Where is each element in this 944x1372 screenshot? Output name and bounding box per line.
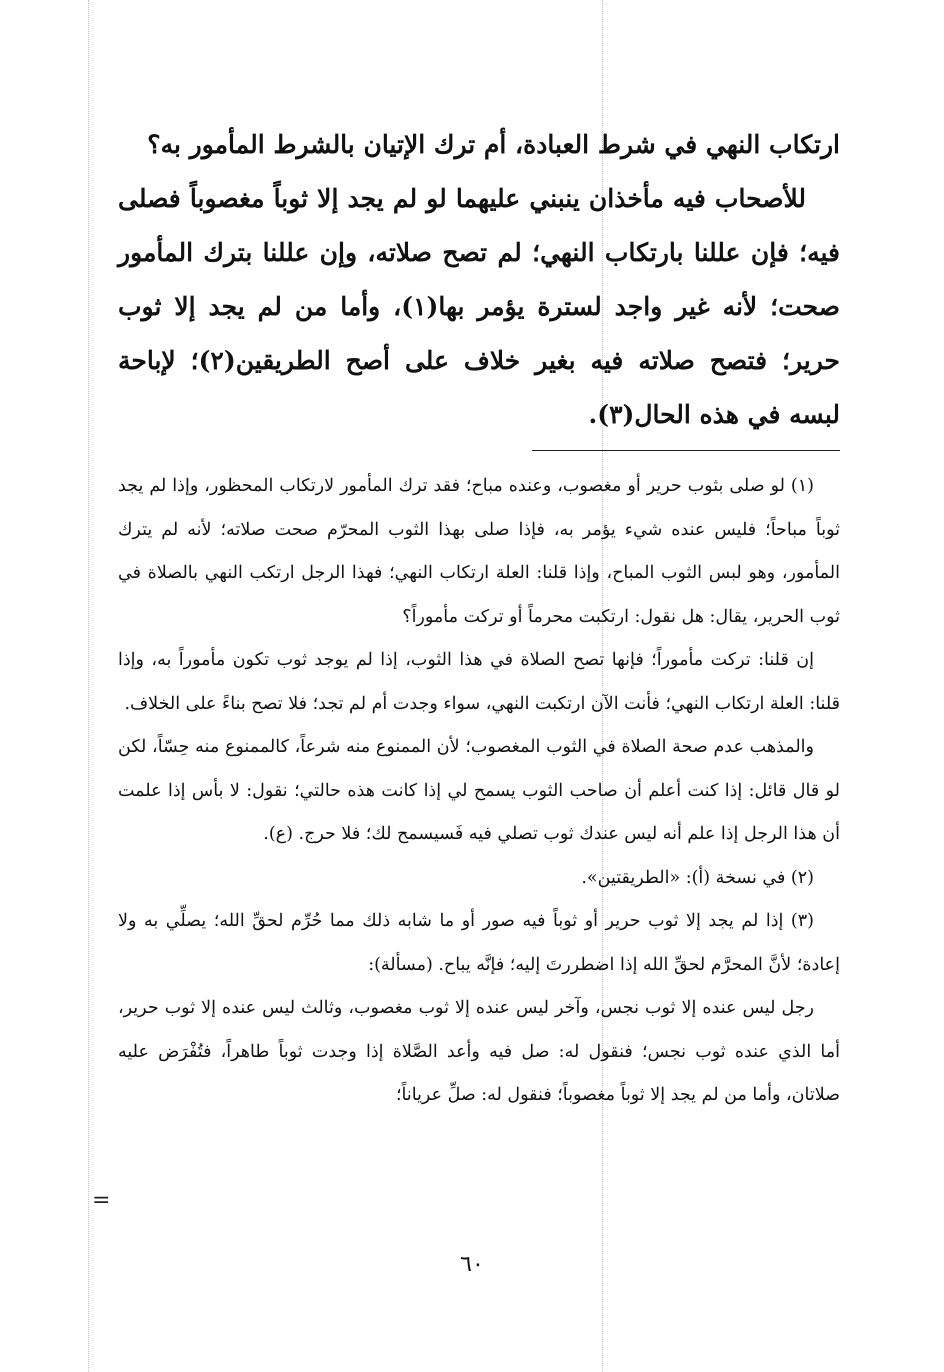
main-paragraph: للأصحاب فيه مأخذان ينبني عليهما لو لم يجد إلا ثوباً مغصوباً فصلى فيه؛ فإن عللنا بارتكاب النهي؛ لم تصح صلاته، وإن عللنا بترك المأمور صحت؛ لأنه غير واجد لسترة يؤمر بها(١)، وأما من لم يجد إلا ثوب حرير؛ فتصح صلاته فيه بغير خلاف على أصح الطريقين(٢)؛ لإباحة لبسه في هذه الحال(٣). (118, 184, 840, 429)
main-paragraph: ارتكاب النهي في شرط العبادة، أم ترك الإتيان بالشرط المأمور به؟ (147, 130, 840, 159)
main-text (118, 118, 840, 442)
page-body (118, 118, 840, 1118)
footnote-separator (532, 450, 840, 451)
page-number: ٦٠ (460, 1252, 484, 1277)
continuation-mark: = (92, 1188, 111, 1213)
footnote-paragraph: والمذهب عدم صحة الصلاة في الثوب المغصوب؛ لأن الممنوع منه شرعاً، كالممنوع منه حِسّاً، لكن لو قال قائل: إذا كنت أعلم أن صاحب الثوب يسمح لي إذا كانت هذه حالتي؛ نقول: لا بأس إذا علمت أن هذا الرجل إذا علم أنه ليس عندك ثوب تصلي فيه فَسيسمح لك؛ فلا حرج. (ع). (118, 737, 840, 844)
footnote-paragraph: رجل ليس عنده إلا ثوب نجس، وآخر ليس عنده إلا ثوب مغصوب، وثالث ليس عنده إلا ثوب حرير، أما الذي عنده ثوب نجس؛ فنقول له: صل فيه وأعد الصَّلاة إذا وجدت ثوباً طاهراً، فتُفْرَض عليه صلاتان، وأما من لم يجد إلا ثوباً مغصوباً؛ فنقول له: صلِّ عرياناً؛ (118, 998, 840, 1105)
footnote-paragraph: (٣) إذا لم يجد إلا ثوب حرير أو ثوباً فيه صور أو ما شابه ذلك مما حُرِّم لحقِّ الله؛ يصلِّي به ولا إعادة؛ لأنَّ المحرَّم لحقِّ الله إذا اضطررتَ إليه؛ فإنَّه يباح. (مسألة): (118, 911, 840, 975)
footnotes (118, 465, 840, 1118)
left-margin-dots (88, 0, 89, 1372)
footnote-paragraph: إن قلنا: تركت مأموراً؛ فإنها تصح الصلاة في هذا الثوب، إذا لم يوجد ثوب تكون مأموراً به، وإذا قلنا: العلة ارتكاب النهي؛ فأنت الآن ارتكبت النهي، سواء وجدت أم لم تجد؛ فلا تصح بناءً على الخلاف. (118, 650, 840, 714)
footnote-paragraph: (٢) في نسخة (أ): «الطريقتين». (581, 867, 814, 888)
footnote-paragraph: (١) لو صلى بثوب حرير أو مغصوب، وعنده مباح؛ فقد ترك المأمور لارتكاب المحظور، وإذا لم يجد ثوباً مباحاً؛ فليس عنده شيء يؤمر به، فإذا صلى بهذا الثوب المحرّم صحت صلاته؛ لأنه لم يترك المأمور، وهو لبس الثوب المباح، وإذا قلنا: العلة ارتكاب النهي؛ فهذا الرجل ارتكب النهي بالصلاة في ثوب الحرير، يقال: هل نقول: ارتكبت محرماً أو تركت مأموراً؟ (118, 476, 840, 627)
